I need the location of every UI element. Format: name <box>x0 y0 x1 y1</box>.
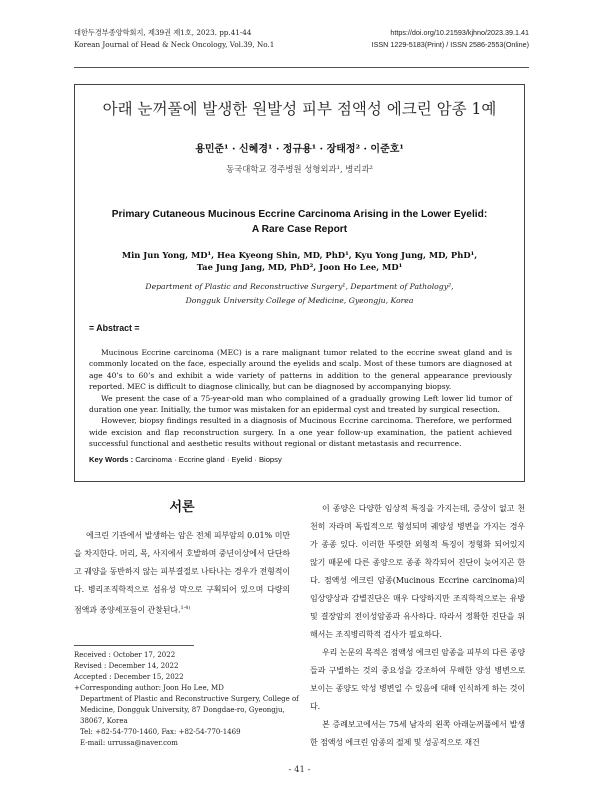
intro-paragraph: 우리 논문의 목적은 점액성 에크린 암종을 피부의 다른 종양들과 구별하는 것의 중요성을 강조하여 무해한 양성 병변으로 보이는 종양도 악성 병변일 수 있음에 대해 인식하게 하는 것이다. <box>310 648 525 711</box>
affiliation-english <box>85 280 514 308</box>
author-address: 38067, Korea <box>80 717 128 725</box>
right-column <box>310 500 525 752</box>
affiliation-english-line1: Department of Plastic and Reconstructive Surgery¹, Department of Pathology², <box>145 282 454 291</box>
page-number: - 41 - <box>288 765 311 775</box>
intro-paragraph-text: 에크린 기관에서 발생하는 암은 전체 피부암의 0.01% 미만을 차지한다. 머리, 목, 사지에서 호발하며 중년이상에서 단단하고 궤양을 동반하지 않는 피부결절로 나타나는 경우가 전형적이다. 병리조직학적으로 섬유성 막으로 구획되어 있으며 다량의 점액과 종양세포들이 관찰된다. <box>74 531 290 615</box>
reference-marker: 1-4) <box>180 605 191 611</box>
revised-date: Revised : December 14, 2022 <box>74 662 179 670</box>
journal-citation <box>74 27 274 51</box>
abstract-paragraph: Mucinous Eccrine carcinoma (MEC) is a rare malignant tumor related to the eccrine sweat gland and is commonly located on the face, especially around the eyelids and scalp. Most of these tumors are diagnosed at age 40’s to 60’s and exhibit a wide variety of patterns in addition to the general appearance previously reported. MEC is difficult to diagnose clinically, but can be diagnosed by accompanying biopsy. <box>89 348 512 392</box>
keywords-label: Key Words : <box>89 455 134 464</box>
title-abstract-box <box>74 84 525 482</box>
left-column <box>74 496 290 620</box>
abstract-body <box>89 347 512 450</box>
intro-paragraph: 이 종양은 다양한 임상적 특징을 가지는데, 증상이 없고 천천히 자라며 독립적으로 형성되며 궤양성 병변을 가지는 경우가 종종 있다. 이러한 뚜렷한 외형적 특징이 정형화 되어있지 않기 때문에 다른 종양으로 종종 착각되어 진단이 늦어지곤 한다. 점액성 에크린 암종(Mucinous Eccrine carcinoma)의 임상양상과 감별진단은 매우 다양하지만 조직학적으로는 유방 및 결장암의 전이성암종과 유사하다. 따라서 정확한 진단을 위해서는 조직병리학적 검사가 필요하다. <box>310 504 525 639</box>
authors-korean: 용민준¹ · 신혜경¹ · 정규용¹ · 장태정² · 이준호¹ <box>195 144 404 155</box>
doi-block <box>372 27 529 51</box>
received-date: Received : October 17, 2022 <box>74 651 176 659</box>
abstract-heading: = Abstract = <box>89 323 140 333</box>
journal-name-en: Korean Journal of Head & Neck Oncology, Vol.39, No.1 <box>74 40 275 49</box>
intro-paragraph <box>74 527 290 620</box>
keywords-list: Carcinoma · Eccrine gland · Eyelid · Biopsy <box>135 455 282 464</box>
title-korean: 아래 눈꺼풀에 발생한 원발성 피부 점액성 에크린 암종 1예 <box>102 100 497 118</box>
section-heading-introduction: 서론 <box>169 500 195 515</box>
affiliation-english-line2: Dongguk University College of Medicine, Gyeongju, Korea <box>185 296 414 305</box>
keywords <box>89 455 282 464</box>
doi-link[interactable]: https://doi.org/10.21593/kjhno/2023.39.1.41 <box>390 28 529 37</box>
title-english-line1: Primary Cutaneous Mucinous Eccrine Carcinoma Arising in the Lower Eyelid: <box>111 209 488 220</box>
title-english <box>95 207 504 237</box>
author-email[interactable]: E-mail: urrussa@naver.com <box>80 739 178 747</box>
issn: ISSN 1229-5183(Print) / ISSN 2586-2553(Online) <box>371 40 529 49</box>
abstract-paragraph: However, biopsy findings resulted in a diagnosis of Mucinous Eccrine carcinoma. Therefore, we performed wide excision and flap reconstruction surgery. In a one year follow-up examination, the patient achieved successful functional and aesthetic results without regional or distant metastasis and recurrence. <box>89 416 512 449</box>
article-notes <box>74 650 299 749</box>
accepted-date: Accepted : December 15, 2022 <box>74 673 184 681</box>
author-address: Medicine, Dongguk University, 87 Dongdae-ro, Gyeongju, <box>80 706 285 714</box>
abstract-paragraph: We present the case of a 75-year-old man who complained of a gradually growing Left lower lid tumor of duration one year. Initially, the tumor was mistaken for an epidermal cyst and treated by surgical resection. <box>89 393 512 415</box>
authors-english <box>95 249 504 273</box>
footnote-rule <box>74 645 194 646</box>
header-rule <box>74 67 529 68</box>
title-english-line2: A Rare Case Report <box>251 224 348 235</box>
author-address: Department of Plastic and Reconstructive Surgery, College of <box>80 695 299 703</box>
authors-english-line2: Tae Jung Jang, MD, PhD², Joon Ho Lee, MD¹ <box>196 262 403 272</box>
intro-paragraph: 본 증례보고에서는 75세 남자의 왼쪽 아래눈꺼풀에서 발생한 점액성 에크린 암종의 절제 및 성공적으로 재건 <box>310 720 525 747</box>
corresponding-author: +Corresponding author: Joon Ho Lee, MD <box>74 684 224 692</box>
affiliation-korean: 동국대학교 경주병원 성형외과¹, 병리과² <box>226 164 373 174</box>
journal-name-ko: 대한두경부종양학회지, 제39권 제1호, 2023. pp.41-44 <box>74 28 252 37</box>
authors-english-line1: Min Jun Yong, MD¹, Hea Kyeong Shin, MD, PhD¹, Kyu Yong Jung, MD, PhD¹, <box>121 250 478 260</box>
author-phone: Tel: +82-54-770-1460, Fax: +82-54-770-1469 <box>80 728 241 736</box>
